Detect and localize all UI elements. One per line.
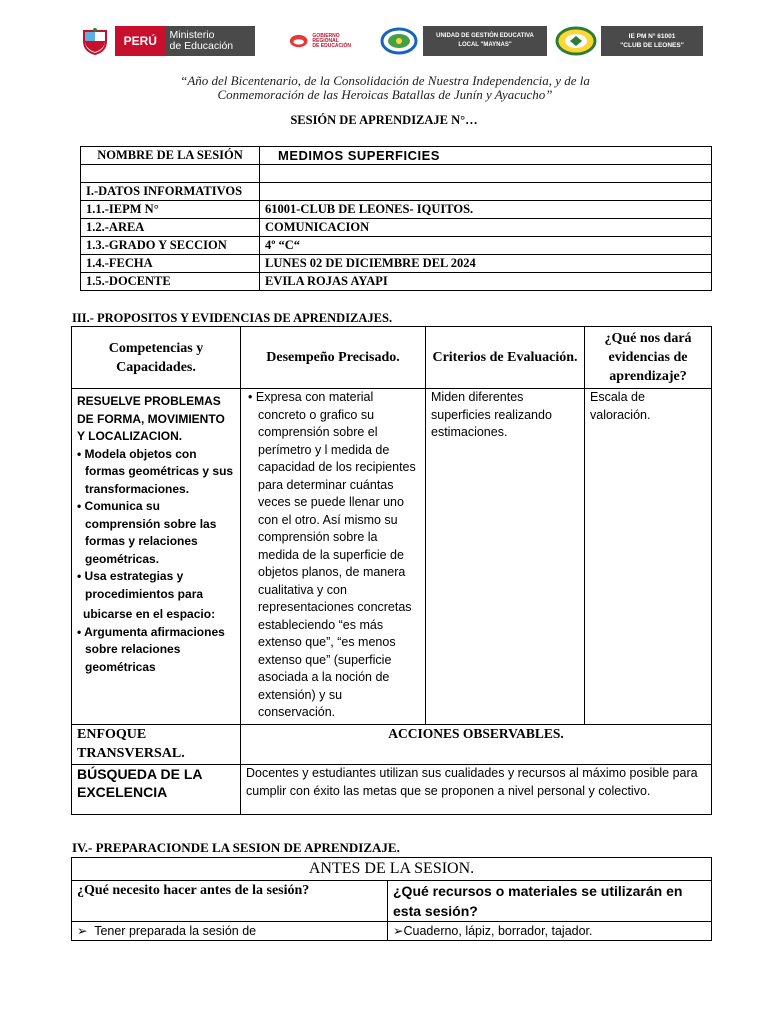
info-row-label: 1.1.-IEPM N° [81, 201, 260, 219]
competencies-cell [72, 389, 241, 725]
iepm-label: IE PM N° 61001 "CLUB DE LEONES" [601, 26, 703, 56]
info-row-value: 4º “C“ [260, 237, 712, 255]
excellence-label: BÚSQUEDA DE LA EXCELENCIA [72, 765, 241, 815]
resources-question: ¿Qué recursos o materiales se utilizarán en esta sesión? [388, 881, 712, 922]
competence-title: RESUELVE PROBLEMAS DE FORMA, MOVIMIENTO Y LOCALIZACION. [77, 394, 225, 443]
excellence-text: Docentes y estudiantes utilizan sus cualidades y recursos al máximo posible para cumplir con éxito las metas que se proponen a nivel personal y colectivo. [241, 765, 712, 815]
year-motto: “Año del Bicentenario, de la Consolidación de Nuestra Independencia, y de la Conmemoración de las Heroicas Batallas de Junín y Ayacucho” [180, 73, 590, 102]
header-performance: Desempeño Precisado. [241, 327, 426, 389]
capacity-item: • Usa estrategias y procedimientos para [77, 569, 204, 601]
criteria-cell: Miden diferentes superficies realizando estimaciones. [426, 389, 585, 725]
header-criteria: Criterios de Evaluación. [426, 327, 585, 389]
observable-actions-label: ACCIONES OBSERVABLES. [241, 725, 712, 765]
need-item: ➢ Tener preparada la sesión de [72, 922, 388, 941]
resources-item: ➢Cuaderno, lápiz, borrador, tajador. [388, 922, 712, 941]
section4-title: IV.- PREPARACIONDE LA SESION DE APRENDIZAJE. [72, 840, 400, 855]
ministry-label: Ministerio de Educación [166, 26, 255, 56]
capacity-item: • Comunica su comprensión sobre las formas y relaciones geométricas. [77, 499, 217, 566]
ugel-seal-icon [379, 26, 419, 56]
ugel-label: UNIDAD DE GESTIÓN EDUCATIVA LOCAL "MAYNAS" [423, 26, 547, 56]
info-row-value: LUNES 02 DE DICIEMBRE DEL 2024 [260, 255, 712, 273]
info-section-label: I.-DATOS INFORMATIVOS [81, 183, 260, 201]
capacity-item: • Modela objetos con formas geométricas y sus transformaciones. [77, 446, 234, 496]
info-row-label: 1.2.-AREA [81, 219, 260, 237]
info-row-value: 61001-CLUB DE LEONES- IQUITOS. [260, 201, 712, 219]
session-name-value: MEDIMOS SUPERFICIES [260, 147, 712, 165]
info-table [80, 146, 712, 291]
empty-cell [81, 165, 260, 183]
empty-cell [260, 165, 712, 183]
info-row-value: EVILA ROJAS AYAPI [260, 273, 712, 291]
header-competencies: Competencias y Capacidades. [72, 327, 241, 389]
performance-cell [241, 389, 426, 725]
performance-text: • Expresa con material concreto o grafico su comprensión sobre el perímetro y l medida de capacidad de los recipientes para determinar cuántas veces se puede llenar uno con el otro. Así mismo su comprensión sobre la medida de la superficie de objetos planos, de manera cualitativa y con representaciones concretas estableciendo “es más extenso que”, “es menos extenso que” (superficie asociada a la noción de extensión) y su conservación. [248, 390, 416, 719]
regional-logo-text: GOBIERNO REGIONAL DE EDUCACIÓN [312, 32, 352, 49]
peru-coat-of-arms-icon [79, 26, 111, 56]
info-row-value: COMUNICACION [260, 219, 712, 237]
capacity-item-continued: ubicarse en el espacio: [83, 607, 216, 621]
header-evidence: ¿Qué nos dará evidencias de aprendizaje? [585, 327, 712, 389]
need-question: ¿Qué necesito hacer antes de la sesión? [72, 881, 388, 922]
evidence-cell: Escala de valoración. [585, 389, 712, 725]
purposes-table [71, 326, 712, 815]
session-title: SESIÓN DE APRENDIZAJE N°… [290, 113, 478, 127]
transversal-approach-label: ENFOQUE TRANSVERSAL. [72, 725, 241, 765]
regional-education-logo [289, 26, 361, 56]
before-session-label: ANTES DE LA SESION. [72, 858, 712, 881]
capacity-item: • Argumenta afirmaciones sobre relaciones geométricas [77, 624, 225, 674]
minedu-logo [115, 26, 255, 56]
info-row-label: 1.4.-FECHA [81, 255, 260, 273]
preparation-table [71, 857, 712, 941]
school-seal-icon [553, 26, 599, 56]
regional-emblem-icon [289, 33, 308, 49]
info-row-label: 1.5.-DOCENTE [81, 273, 260, 291]
peru-label: PERÚ [115, 26, 166, 56]
info-row-label: 1.3.-GRADO Y SECCION [81, 237, 260, 255]
session-name-label: NOMBRE DE LA SESIÓN [81, 147, 260, 165]
section3-title: III.- PROPOSITOS Y EVIDENCIAS DE APRENDIZAJES. [72, 311, 393, 325]
header-logo-bar [75, 26, 705, 58]
empty-cell [260, 183, 712, 201]
